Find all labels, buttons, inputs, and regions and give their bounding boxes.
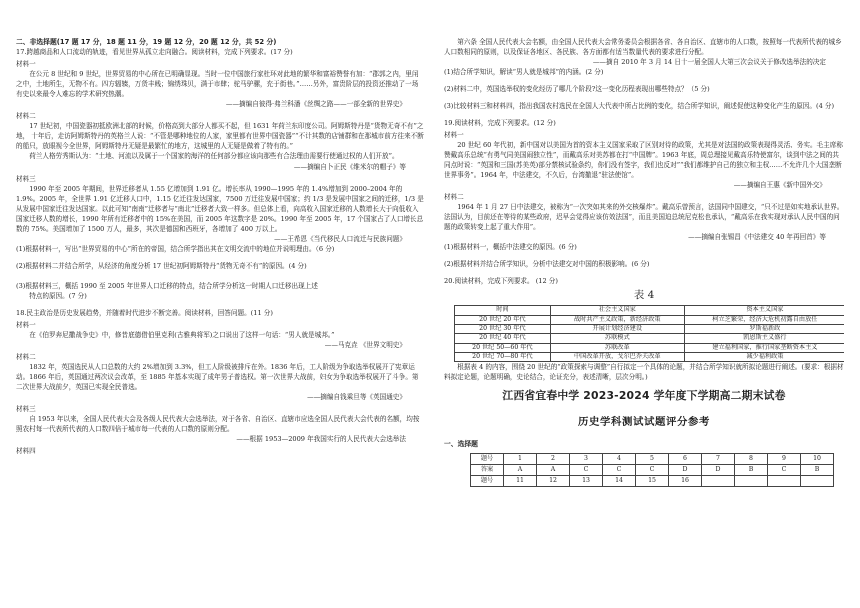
- q19-intro: 19.阅读材料，完成下列要求。(12 分): [444, 119, 556, 128]
- q18-question-1: (1)结合所学知识，解读“男人就是城邦”的内涵。(2 分): [444, 68, 604, 77]
- answer-cell: 15: [636, 476, 669, 487]
- q20-intro: 20.阅读材料，完成下列要求。 (12 分): [444, 277, 558, 286]
- q18-question-3: (3)比较材料三和材料四，指出我国农村选民在全国人大代表中所占比例的变化，结合所学知识，阐述促使这种变化产生的原因。(4 分): [444, 102, 835, 111]
- table-row: [455, 353, 845, 362]
- answer-section-heading: 一、选择题: [444, 439, 478, 448]
- q17-intro: 17.跨越商品和人口流动的轨迹，看见世界从孤立走向融合。阅读材料，完成下列要求。(17 分): [16, 48, 293, 57]
- exam-title: 江西省宜春中学 2023-2024 学年度下学期高二期末试卷: [502, 389, 786, 403]
- right-column: [444, 0, 844, 608]
- q18-m3-text: 自 1953 年以来，全国人民代表大会及各级人民代表大会选举法，对于各省、自治区、直辖市应选全国人民代表大会代表的名额，均按照农村每一代表所代表的人口数四倍于城市每一代表的人口数的原则分配。: [16, 414, 420, 433]
- answer-cell: 14: [603, 476, 636, 487]
- table-row: [455, 315, 845, 324]
- answer-cell: [801, 476, 834, 487]
- table-cell: 中国改革开放，戈尔巴乔夫改革: [550, 353, 684, 362]
- answer-cell: 8: [735, 454, 768, 465]
- table-header-cell: 社会主义国家: [550, 306, 684, 315]
- table-row: [455, 325, 845, 334]
- q17-m2-text2: 荷兰人格劳秀斯认为：“土地、河流以及属于一个国家的海洋的任何部分都应该向那些有合法理由需要行使通过权的人们开放”。: [29, 152, 399, 161]
- q18-m1-source: ——马克垚 《世界文明史》: [324, 340, 406, 349]
- answer-cell: 7: [702, 454, 735, 465]
- answer-cell: 题号: [471, 454, 504, 465]
- q18-m3-label: 材料三: [16, 404, 36, 413]
- q18-m2-text: 1832 年，英国选民从人口总数的大约 2%增加到 3.3%，但工人阶级被排斥在外。1836 年后，工人阶级为争取选举权展开了宪章运动。1866 年后，英国通过两次议会改革，至 1885 年基本实现了成年男子普选权。第一次世界大战前，妇女为争取选举权展开了斗争。第二次世界大战前夕，英国已实现全民普选。: [16, 362, 419, 391]
- answer-cell: 4: [603, 454, 636, 465]
- q18-m4-text: 第六条 全国人民代表大会名额，由全国人民代表大会常务委员会根据各省、各自治区、直辖市的人口数，按照每一代表所代表的城乡人口数相同的原则，以及保证各地区、各民族、各方面都有适当数量代表的要求进行分配。: [444, 38, 842, 57]
- q18-m1-text: 在《伯罗奔尼撒战争史》中，修昔底德借伯里克利(古雅典将军)之口说出了这样一句话：“男人就是城邦。”: [29, 330, 335, 339]
- answer-cell: 题号: [471, 476, 504, 487]
- q18-intro: 18.民主政治是历史发展趋势，并随着时代进步不断完善。阅读材料，回答问题。(11 分): [16, 308, 273, 317]
- answer-cell: 10: [801, 454, 834, 465]
- answer-cell: 12: [537, 476, 570, 487]
- q17-m3-label: 材料三: [16, 174, 36, 183]
- answer-cell: 13: [570, 476, 603, 487]
- table-cell: 战时共产主义政策，新经济政策: [550, 315, 684, 324]
- q20-task: 根据表 4 的内容，围绕 20 世纪的“政策探索与调整”自行拟定一个具体的论题，并结合所学知识就所拟论题进行阐述。(要求：根据材料拟定论题，论题明确，史论结合，论证充分，表述清晰，层次分明。): [444, 363, 844, 382]
- q17-m2-label: 材料二: [16, 112, 36, 121]
- answer-cell: C: [636, 465, 669, 476]
- q18-question-2: (2)材料二中，英国选举权的变化经历了哪几个阶段?这一变化历程表现出哪些特点？（5 分): [444, 85, 710, 94]
- q18-m2-source: ——摘编自钱乘旦等《英国通史》: [307, 392, 406, 401]
- q17-question-1: (1)根据材料一，写出“世界贸易的中心”所在的帝国，结合所学指出其在文明交流中的地位并说明理由。（6 分): [16, 244, 335, 253]
- q19-m1-source: ——摘编自王惠《新中国外交》: [733, 181, 826, 190]
- table-cell: 20 世纪 70—80 年代: [455, 353, 551, 362]
- table-cell: 20 世纪 40 年代: [455, 334, 551, 343]
- q19-m1-label: 材料一: [444, 131, 464, 140]
- table-cell: 罗斯福新政: [684, 325, 844, 334]
- table-header-cell: 资本主义国家: [684, 306, 844, 315]
- answer-cell: 9: [768, 454, 801, 465]
- table-cell: 建立福利国家，推行国家垄断资本主义: [684, 343, 844, 352]
- table-header-row: [455, 306, 845, 315]
- table-cell: 凯恩斯主义盛行: [684, 334, 844, 343]
- table-cell: 20 世纪 20 年代: [455, 315, 551, 324]
- q18-m1-label: 材料一: [16, 320, 36, 329]
- answer-cell: [702, 476, 735, 487]
- q17-m1-text: 在公元 8 世纪和 9 世纪，世界贸易的中心所在已明确显现。当时一位中国旅行家杜环对此地的繁华和富裕赞誉有加：“郡郭之内，里闬之中，土地所生，无物不有。四方辐辏，万货丰贱；锦绣珠贝，满于市肆；驼马驴骡，充于街巷。”……另外，富贵阶层的投资还推动了一场有史以来最令人难忘的学术研究热潮。: [16, 70, 419, 99]
- table-4-title: 表 4: [633, 289, 655, 302]
- answer-cell: D: [702, 465, 735, 476]
- table-cell: 20 世纪 50—60 年代: [455, 343, 551, 352]
- table-cell: 20 世纪 30 年代: [455, 325, 551, 334]
- q18-m4-source: ——摘自 2010 年 3 月 14 日十一届全国人大第三次会议关于修改选举法的决定: [592, 58, 826, 67]
- q17-question-3b: 特点的原因。(7 分): [29, 291, 87, 300]
- q17-m1-source: ——摘编自彼得·弗兰科潘《丝绸之路——一部全新的世界史》: [225, 100, 406, 109]
- q19-m2-text: 1964 年 1 月 27 日中法建交，被称为“一次突如其来的外交核爆炸”。戴高乐曾预言，法国同中国建交，“只不过是如实地承认世界。法国认为，目前还在等待的某些政府，迟早会觉得应该仿效法国”，而且美国迫总统尼克松也承认，“戴高乐在我实现对承认人民中国的问题的政策转变上起了重大作用”。: [444, 203, 844, 232]
- q19-m1-text: 20 世纪 60 年代初，新中国对以美国为首的资本主义国家采取了区别对待的政策，尤其是对法国的政策表现得灵活、务实。毛主席称赞戴高乐总统“有勇气同美国闹独立性”，而戴高乐对美苏都在打“中国牌”。1963 年底，周总理接见戴高乐特使富尔，谈到中法之间的共同点时说：“英国和三国(苏美英)部分禁核试验条约，你们没有签字，我们也反对”“我们都维护自己的独立和主权……不允许几个大国垄断世界事务”。1964 年，中法建交，不久后，台湾撤退“驻法使馆”。: [444, 141, 843, 180]
- q17-m3-source: ——王希恩《当代移民人口流迁与民族问题》: [274, 234, 406, 243]
- answer-cell: C: [570, 465, 603, 476]
- q17-question-2: (2)根据材料二并结合所学，从经济的角度分析 17 世纪初阿姆斯特丹“货物无奇不有”的原因。(4 分): [16, 261, 307, 270]
- answer-cell: 11: [504, 476, 537, 487]
- q17-question-3a: (3)根据材料三，概括 1990 至 2005 年世界人口迁移的特点，结合所学分析这一时期人口迁移出现上述: [16, 281, 318, 290]
- answer-cell: [735, 476, 768, 487]
- table-row: [455, 334, 845, 343]
- answer-cell: B: [735, 465, 768, 476]
- answer-cell: 5: [636, 454, 669, 465]
- table-cell: 减少福利政策: [684, 353, 844, 362]
- table-row: [455, 343, 845, 352]
- policy-table: [454, 305, 844, 362]
- answer-cell: A: [504, 465, 537, 476]
- table-cell: 苏联改革: [550, 343, 684, 352]
- answer-cell: A: [537, 465, 570, 476]
- table-cell: 柯立芝繁荣，经济大危机初露自由放任: [684, 315, 844, 324]
- q17-m2-source: ——摘编自卜正民《维米尔的帽子》等: [293, 162, 406, 171]
- q18-m4-label: 材料四: [16, 446, 36, 455]
- answer-row: [471, 465, 834, 476]
- left-column: [16, 0, 424, 608]
- q18-m3-source: ——根据 1953—2009 年我国实行的人民代表大会选举法: [236, 434, 406, 443]
- answer-cell: D: [669, 465, 702, 476]
- answer-cell: 2: [537, 454, 570, 465]
- q17-m3-text: 1990 年至 2005 年期间，世界迁移者从 1.55 亿增加到 1.91 亿。增长率从 1990—1995 年的 1.4%增加到 2000–2004 年的 1.9%。2005 年，全世界 1.91 亿迁移人口中，1.15 亿迁往发达国家，7500 万迁往发展中国家；约 1/3 是发展中国家之间的迁移，1/3 是从发展中国家迁往发达国家。以此可知“南南”迁移者与“南北”迁移者大致一样多。但总体上看，向高收入国家迁移的人数增长大于向低收入国家迁移人数的增长，1990 年所有迁移者中的 15%在美国，而 2005 年这数字是 20%。1990 年至 2005 年，17 个国家占了人口增长总数的 75%。美国增加了 1500 万人，最多，其次是德国和西班牙，各增加了 400 万以上。: [16, 184, 424, 233]
- table-header-cell: 时间: [455, 306, 551, 315]
- answer-cell: C: [603, 465, 636, 476]
- section-heading: 二、非选择题(17 题 17 分，18 题 11 分，19 题 12 分，20 题 12 分，共 52 分): [16, 38, 277, 46]
- answer-row: [471, 454, 834, 465]
- answer-cell: 1: [504, 454, 537, 465]
- q17-m2-text1: 17 世纪初，中国瓷器初抵欧洲北部的时候，价格高到大部分人都买不起，但 1631 年荷兰东印度公司。阿姆斯特丹是“货物无奇不有”之地， 十年后，走访阿姆斯特丹的英格兰人说：“不管是哪种地位的人家，家里都有世界中国瓷器”“不计其数的店铺群和在那城市前方往来不断的船只，放眼视今全世界，阿姆斯特丹无疑是最繁忙的地方，这城里的人无疑是做着了特有的。”: [16, 122, 424, 151]
- table-cell: 苏联模式: [550, 334, 684, 343]
- answer-cell: 16: [669, 476, 702, 487]
- q19-m2-source: ——摘编自张锡昌《中法建交 40 年再回首》等: [688, 233, 826, 242]
- answer-key-title: 历史学科测试试题评分参考: [578, 415, 710, 428]
- q19-m2-label: 材料二: [444, 193, 464, 202]
- table-cell: 开展计划经济建设: [550, 325, 684, 334]
- answer-cell: 6: [669, 454, 702, 465]
- answer-cell: C: [768, 465, 801, 476]
- q17-m1-label: 材料一: [16, 60, 36, 69]
- answer-cell: [768, 476, 801, 487]
- q19-question-1: (1)根据材料一，概括中法建交的原因。(6 分): [444, 243, 577, 252]
- answer-cell: B: [801, 465, 834, 476]
- q19-question-2: (2)根据材料并结合所学知识，分析中法建交对中国的积极影响。(6 分): [444, 260, 650, 269]
- answer-row: [471, 476, 834, 487]
- answer-table: [470, 453, 834, 487]
- answer-cell: 3: [570, 454, 603, 465]
- answer-cell: 答案: [471, 465, 504, 476]
- q18-m2-label: 材料二: [16, 352, 36, 361]
